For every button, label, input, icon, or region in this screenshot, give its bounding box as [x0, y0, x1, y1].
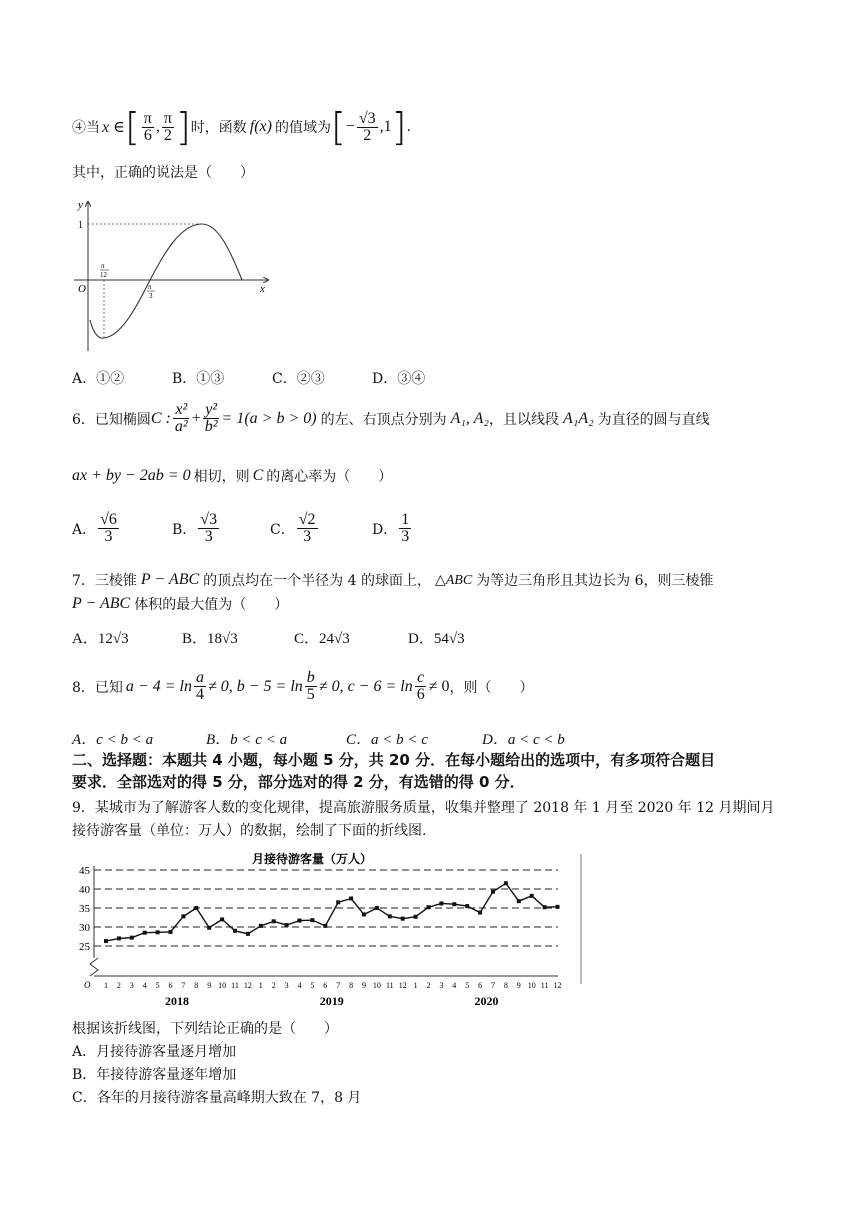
x-tick-label-11: 11: [231, 981, 239, 990]
q9-line2: 接待游客量（单位：万人）的数据，绘制了下面的折线图.: [72, 823, 427, 839]
data-point-18: [323, 924, 327, 928]
data-point-11: [233, 929, 237, 933]
right-bracket: ]: [175, 105, 191, 149]
x-tick-label-14: 2: [271, 981, 276, 990]
data-point-27: [439, 901, 443, 905]
q7-option-b[interactable]: B．18√3: [182, 631, 238, 647]
x-tick-label-18: 6: [323, 981, 328, 990]
x-tick-label-35: 11: [540, 981, 549, 990]
data-point-22: [375, 906, 379, 910]
x-tick-label-15: 3: [284, 981, 289, 990]
data-point-8: [194, 906, 198, 910]
x-tick-label-25: 1: [413, 981, 418, 990]
chart-origin: O: [84, 980, 91, 990]
y-label: y: [78, 199, 83, 211]
x-tick-label-23: 11: [385, 981, 394, 990]
q6-option-b[interactable]: B． $\frac{√3}{3}$: [172, 511, 218, 545]
vertices: A₁, A₂: [450, 409, 489, 427]
data-point-36: [556, 905, 560, 909]
q8-line: 8．已知 a − 4 = ln $\frac{a}{4}$ ≠ 0, b − 5 = ln $\frac{b}{5}$ ≠ 0, c − 6 = ln $\frac{c}{6}$ ≠ 0 ，则（ ）: [72, 669, 534, 703]
x-tick-label-2: 2: [116, 981, 121, 990]
q9-line1: 9．某城市为了解游客人数的变化规律，提高旅游服务质量，收集并整理了 2018 年 1 月至 2020 年 12 月期间月: [72, 800, 775, 816]
q6-line2: ax + by − 2ab = 0 相切，则 C 的离心率为（ ）: [72, 467, 393, 485]
data-point-31: [491, 890, 495, 894]
q9-after: 根据该折线图，下列结论正确的是（ ）: [72, 1021, 338, 1037]
x-in: x ∈: [102, 119, 125, 136]
q8-option-b[interactable]: B．b < c < a: [206, 732, 288, 748]
q8-option-a[interactable]: A．c < b < a: [72, 732, 154, 748]
data-point-15: [285, 923, 289, 927]
x-tick-label-22: 10: [372, 981, 381, 990]
y-tick-label-4: 45: [79, 865, 90, 877]
data-point-17: [310, 918, 314, 922]
x-tick-label-27: 3: [439, 981, 444, 990]
q8-option-c[interactable]: C．a < b < c: [346, 732, 428, 748]
x-tick-label-8: 8: [194, 981, 199, 990]
ellipse-c: C :: [150, 409, 171, 427]
range-start: $\frac{√3}{2}$: [358, 109, 376, 144]
q6-line1: 6．已知椭圆 C : $\frac{\text{x²}}{\text{a²}}$ + $\frac{\text{y²}}{\text{b²}}$ = 1(a > b > 0) 的左、右顶点分别为 A₁, A₂ ，且以线段 A₁A₂ 为直径的圆与直线: [72, 401, 710, 435]
data-point-33: [517, 899, 521, 903]
data-point-28: [452, 902, 456, 906]
q7-option-d[interactable]: D．54√3: [408, 631, 465, 647]
data-point-7: [181, 914, 185, 918]
y-tick-label-1: 30: [79, 922, 90, 934]
x-tick-label-20: 8: [349, 981, 354, 990]
data-point-12: [246, 932, 250, 936]
section2-line2: 要求．全部选对的得 5 分，部分选对的得 2 分，有选错的得 0 分．: [72, 773, 525, 791]
period: .: [406, 119, 411, 135]
x-tick-label-10: 10: [218, 981, 227, 990]
data-point-2: [117, 936, 121, 940]
axis-break: [90, 958, 98, 976]
section2-line1: 二、选择题：本题共 4 小题，每小题 5 分，共 20 分．在每小题给出的选项中，有多项符合题目: [72, 751, 716, 769]
function-fx: f(x): [249, 118, 272, 135]
data-point-35: [543, 905, 547, 909]
x-tick-label-21: 9: [362, 981, 366, 990]
data-point-19: [336, 900, 340, 904]
statement-4: ④当 x ∈ [ $\frac{\pi}{6}$ , $\frac{\pi}{2}$ ] 时，函数 f(x) 的值域为 [ − $\frac{√3}{2}$ ,1 ] .: [72, 105, 411, 149]
q8-option-d[interactable]: D．a < c < b: [482, 732, 565, 748]
data-point-30: [478, 911, 482, 915]
q7-option-c[interactable]: C．24√3: [294, 631, 350, 647]
data-point-32: [504, 881, 508, 885]
data-point-14: [272, 919, 276, 923]
x-tick-label-4: 4: [142, 981, 147, 990]
q6-end: 为直径的圆与直线: [597, 411, 710, 428]
x-tick-label-16: 4: [297, 981, 302, 990]
data-point-10: [220, 917, 224, 921]
q5-option-d[interactable]: D．③④: [372, 371, 426, 387]
q6-lead: 6．已知椭圆: [72, 411, 151, 428]
q6-option-a[interactable]: A． $\frac{√6}{3}$: [72, 511, 117, 545]
x-tick-label-12: 12: [243, 981, 252, 990]
data-point-26: [427, 905, 431, 909]
chart-title: 月接待游客量（万人）: [251, 852, 373, 866]
statement-4-prefix: ④当: [72, 120, 100, 136]
segment: A₁A₂: [562, 409, 594, 427]
x-tick-label-33: 9: [516, 981, 521, 990]
data-point-20: [349, 897, 353, 901]
x-tick-label-26: 2: [426, 981, 431, 990]
x-tick-label-13: 1: [258, 981, 263, 990]
left-bracket: [: [124, 105, 140, 149]
ellipse-eq: = 1(a > b > 0): [221, 409, 317, 427]
year-label-2020: 2020: [474, 994, 499, 1008]
sine-graph: [72, 196, 282, 356]
x-tick-label-31: 7: [491, 981, 495, 990]
series-line: [106, 883, 558, 941]
x-tick-label-19: 7: [336, 981, 341, 990]
data-point-1: [104, 939, 108, 943]
data-point-29: [465, 904, 469, 908]
x-tick-label-34: 10: [527, 981, 536, 990]
tourist-line-chart: [72, 848, 588, 1012]
y-tick-label-0: 25: [79, 941, 90, 953]
y-tick-label-2: 35: [79, 903, 90, 915]
x-tick-label-24: 12: [398, 981, 407, 990]
x-tick-label-5: 5: [155, 981, 160, 990]
data-point-13: [259, 924, 263, 928]
y-tick-1: 1: [78, 220, 83, 231]
interval-end: $\frac{\pi}{2}$: [163, 109, 172, 144]
q7-line1: 7．三棱锥 P − ABC 的顶点均在一个半径为 4 的球面上， △ABC 为等边三角形且其边长为 6，则三棱锥: [72, 571, 714, 589]
chart-right-edge: [580, 854, 582, 984]
data-point-21: [362, 912, 366, 916]
year-label-2018: 2018: [164, 994, 189, 1008]
tangent-line: ax + by − 2ab = 0: [72, 467, 191, 484]
q9-option-b[interactable]: B．年接待游客量逐年增加: [72, 1067, 237, 1083]
x-tick-label-17: 5: [310, 981, 315, 990]
sine-curve: [90, 224, 242, 338]
q5-prompt: 其中，正确的说法是（ ）: [72, 165, 254, 181]
x-tick-label-1: 1: [104, 981, 108, 990]
statement-4-middle: 时，函数: [190, 120, 247, 136]
tick-pi12-den: 12: [100, 271, 107, 279]
tick-pi12-num: π: [101, 262, 105, 270]
x-tick-label-28: 4: [452, 981, 457, 990]
x-tick-label-30: 6: [478, 981, 483, 990]
x-tick-label-32: 8: [503, 981, 508, 990]
data-point-23: [388, 914, 392, 918]
range-text: 的值域为: [274, 120, 331, 136]
tick-pi3-num: π: [148, 283, 152, 291]
x-tick-label-7: 7: [181, 981, 186, 990]
q9-option-a[interactable]: A．月接待游客量逐月增加: [72, 1044, 237, 1060]
data-point-16: [298, 919, 302, 923]
data-point-9: [207, 926, 211, 930]
y-tick-label-3: 40: [79, 884, 90, 896]
x-tick-label-3: 3: [129, 981, 134, 990]
origin-label: O: [78, 283, 86, 295]
q6-option-d[interactable]: D． $\frac{1}{3}$: [372, 511, 410, 545]
data-point-25: [414, 915, 418, 919]
q6-option-c[interactable]: C． $\frac{√2}{3}$: [270, 511, 316, 545]
range-end: ,1: [379, 118, 392, 135]
data-point-5: [156, 930, 160, 934]
tick-pi3-den: 3: [149, 292, 153, 300]
data-point-3: [130, 936, 134, 940]
x-tick-label-9: 9: [207, 981, 212, 990]
q5-option-c[interactable]: C．②③: [272, 371, 325, 387]
data-point-4: [143, 931, 147, 935]
x-tick-label-29: 5: [465, 981, 470, 990]
data-point-6: [169, 930, 173, 934]
x-label: x: [260, 283, 265, 295]
data-point-24: [401, 917, 405, 921]
x-tick-label-36: 12: [553, 981, 562, 990]
q9-option-c[interactable]: C．各年的月接待游客量高峰期大致在 7，8 月: [72, 1090, 362, 1106]
q7-option-a[interactable]: A．12√3: [72, 631, 129, 647]
data-point-34: [530, 894, 534, 898]
q6-mid: 的左、右顶点分别为: [320, 411, 447, 428]
x-tick-label-6: 6: [168, 981, 173, 990]
q5-option-a[interactable]: A．①②: [72, 371, 125, 387]
q5-option-b[interactable]: B．①③: [172, 371, 225, 387]
q6-mid2: ，且以线段: [488, 411, 559, 428]
year-label-2019: 2019: [319, 994, 344, 1008]
interval-start: $\frac{\pi}{6}$: [143, 109, 152, 144]
q7-line2: P − ABC 体积的最大值为（ ）: [72, 595, 289, 613]
